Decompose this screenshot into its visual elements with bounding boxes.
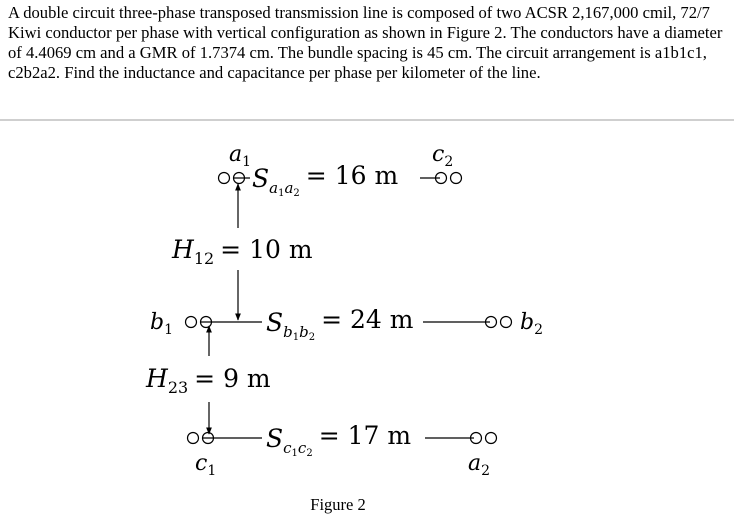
spacing-c1c2: $S_c1c2= 17$ m [266, 421, 412, 459]
height-h23: $H_{23} = 9$ m [146, 364, 271, 397]
conductor-a1-left [219, 173, 230, 184]
label-b1: $b_1$ [150, 310, 174, 338]
label-a2: $a_2$ [468, 451, 491, 479]
conductor-a2-right [486, 433, 497, 444]
problem-statement: A double circuit three-phase transposed transmission line is composed of two ACSR 2,167,000 cmil, 72/7 Kiwi conductor per phase with vertical configuration as shown in Figure 2. The conductors have a diameter of 4.4069 cm and a GMR of 1.7374 cm. The bundle spacing is 45 cm. The circuit arrangement is a1b1c1, c2b2a2. Find the inductance and capacitance per phase per kilometer of the line. [8, 3, 723, 82]
conductor-c1-left [188, 433, 199, 444]
spacing-a1a2: $S_a1a2= 16$ m [252, 161, 399, 199]
conductor-b1-left [186, 317, 197, 328]
height-h12: $H_{12} = 10$ m [172, 235, 313, 268]
figure-caption: Figure 2 [310, 495, 366, 514]
label-c1: $c_1$ [195, 451, 217, 479]
label-c2: $c_2$ [432, 142, 454, 170]
spacing-b1b2: $S_b1b2= 24$ m [266, 305, 414, 343]
label-a1: $a_1$ [229, 142, 252, 170]
conductor-c2-right [451, 173, 462, 184]
conductor-b2-right [501, 317, 512, 328]
label-b2: $b_2$ [520, 310, 544, 338]
